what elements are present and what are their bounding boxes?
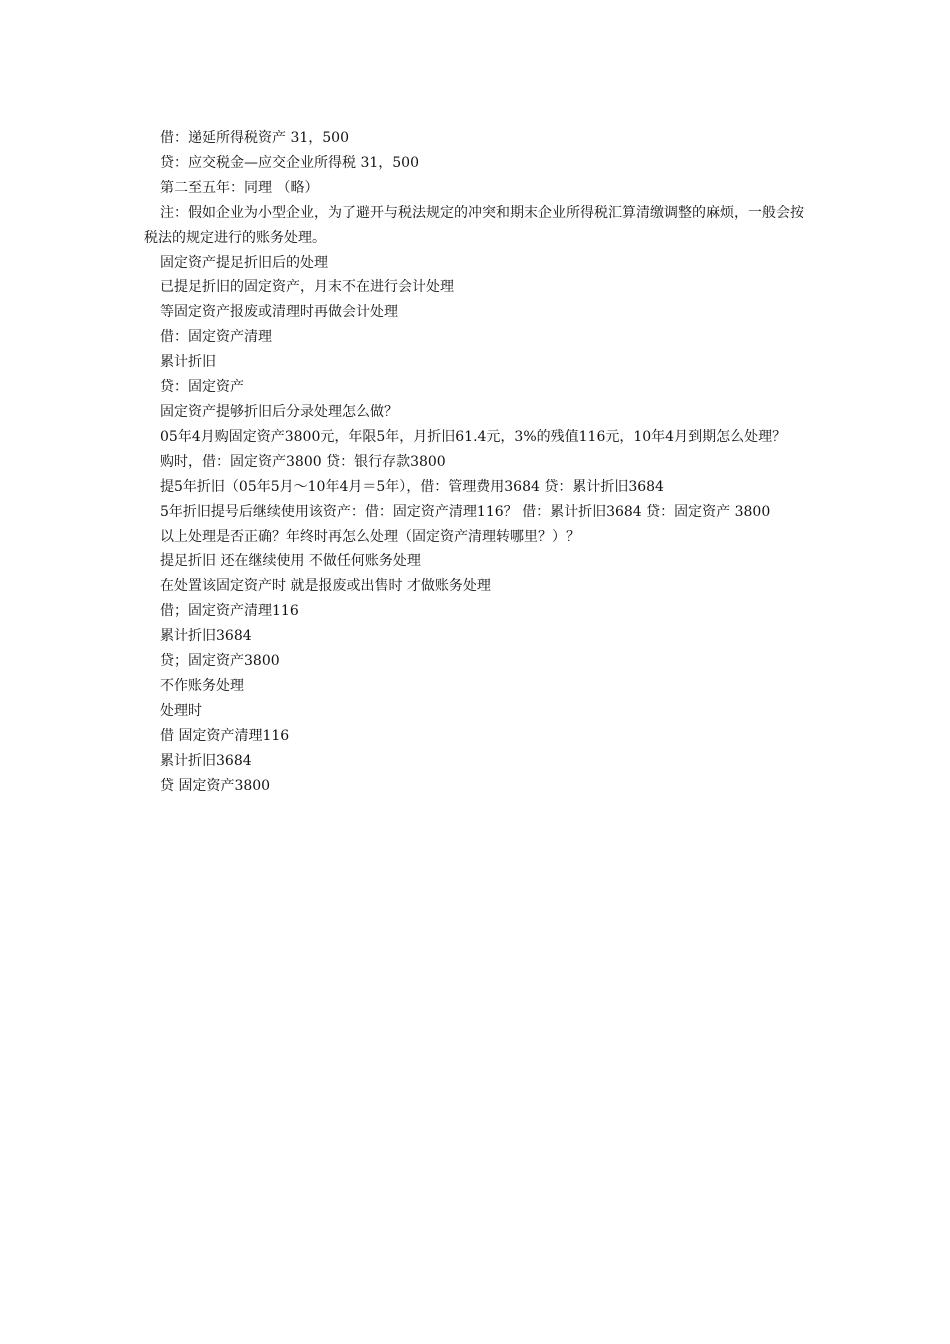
text-line: 等固定资产报废或清理时再做会计处理 <box>160 304 398 321</box>
text-line: 累计折旧3684 <box>160 752 252 769</box>
text-line: 贷 固定资产3800 <box>160 777 271 794</box>
text-line: 5年折旧提号后继续使用该资产：借：固定资产清理116？ 借：累计折旧3684 贷：固定资产 3800 <box>160 503 771 520</box>
text-line: 固定资产提足折旧后的处理 <box>160 254 328 271</box>
text-line: 不作账务处理 <box>160 677 244 694</box>
text-line: 贷；固定资产3800 <box>160 653 280 670</box>
text-line: 累计折旧3684 <box>160 628 252 645</box>
text-line: 已提足折旧的固定资产，月末不在进行会计处理 <box>160 279 454 296</box>
text-line: 提5年折旧（05年5月～10年4月＝5年），借：管理费用3684 贷：累计折旧3684 <box>160 478 664 495</box>
text-line: 05年4月购固定资产3800元，年限5年，月折旧61.4元，3%的残值116元，10年4月到期怎么处理？ <box>160 428 787 445</box>
text-line: 固定资产提够折旧后分录处理怎么做？ <box>160 403 398 420</box>
text-line: 提足折旧 还在继续使用 不做任何账务处理 <box>160 553 421 570</box>
text-line: 在处置该固定资产时 就是报废或出售时 才做账务处理 <box>160 578 491 595</box>
text-line: 借：递延所得税资产 31，500 <box>160 130 349 146</box>
document-body <box>144 126 804 798</box>
text-line: 注：假如企业为小型企业，为了避开与税法规定的冲突和期末企业所得税汇算清缴调整的麻烦，一般会按税法的规定进行的账务处理。 <box>144 204 804 246</box>
text-line: 借；固定资产清理116 <box>160 603 299 620</box>
text-line: 处理时 <box>160 702 202 719</box>
text-line: 第二至五年：同理 （略） <box>160 179 319 196</box>
text-line: 贷：应交税金—应交企业所得税 31，500 <box>160 154 419 171</box>
text-line: 借 固定资产清理116 <box>160 727 290 744</box>
text-line: 贷：固定资产 <box>160 379 244 396</box>
text-line: 购时，借：固定资产3800 贷：银行存款3800 <box>160 453 446 470</box>
text-line: 以上处理是否正确？年终时再怎么处理（固定资产清理转哪里？）？ <box>160 528 580 545</box>
text-line: 借：固定资产清理 <box>160 329 272 346</box>
text-line: 累计折旧 <box>160 354 216 371</box>
